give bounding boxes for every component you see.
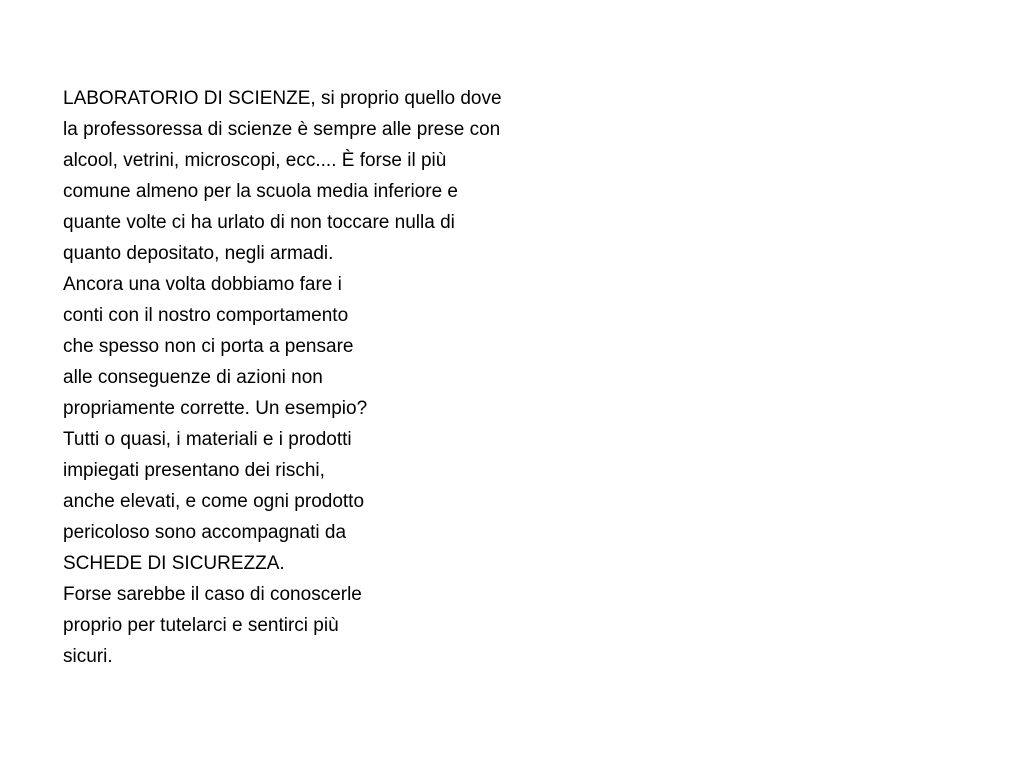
text-line: SCHEDE DI SICUREZZA. [63,553,285,574]
text-line: LABORATORIO DI SCIENZE, si proprio quello dove [63,88,502,109]
text-line: che spesso non ci porta a pensare [63,336,354,357]
text-line: Forse sarebbe il caso di conoscerle [63,584,362,605]
text-line: quanto depositato, negli armadi. [63,243,334,264]
text-line: sicuri. [63,646,113,667]
text-line: proprio per tutelarci e sentirci più [63,615,339,636]
text-line: alcool, vetrini, microscopi, ecc.... È forse il più [63,150,447,171]
body-text [63,83,663,672]
text-line: quante volte ci ha urlato di non toccare nulla di [63,212,455,233]
text-line: anche elevati, e come ogni prodotto [63,491,365,512]
text-line: propriamente corrette. Un esempio? [63,398,368,419]
text-line: pericoloso sono accompagnati da [63,522,347,543]
text-line: impiegati presentano dei rischi, [63,460,325,481]
text-line: conti con il nostro comportamento [63,305,349,326]
text-line: la professoressa di scienze è sempre alle prese con [63,119,501,140]
text-line: Ancora una volta dobbiamo fare i [63,274,342,295]
text-line: comune almeno per la scuola media inferiore e [63,181,458,202]
text-line: alle conseguenze di azioni non [63,367,323,388]
text-line: Tutti o quasi, i materiali e i prodotti [63,429,352,450]
